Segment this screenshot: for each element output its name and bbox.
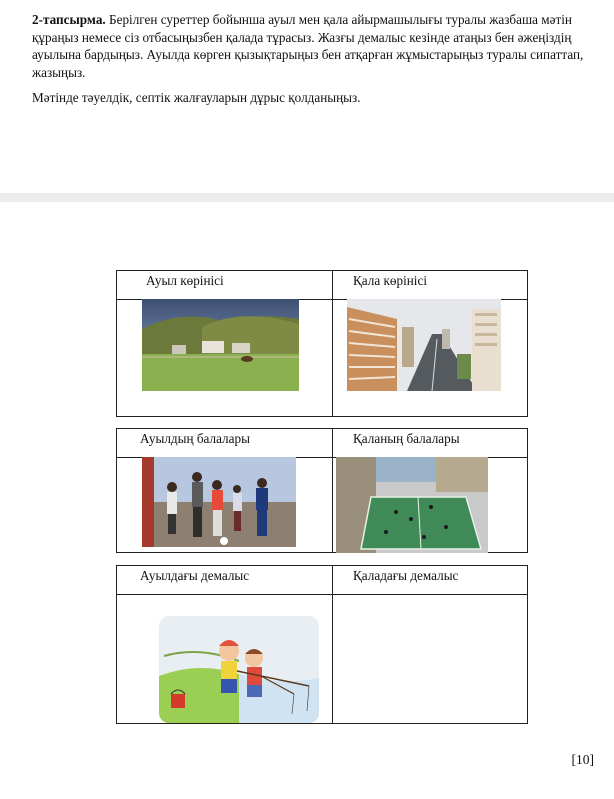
task-text — [32, 11, 598, 107]
task-body: Берілген суреттер бойынша ауыл мен қала айырмашылығы туралы жазбаша мәтін құраңыз немесе сіз отбасыңызбен қалада тұрасыз. Жазғы демалыс кезінде атаңыз бен әжеңіздің ауылына бардыңыз. Ауылда көрген қызықтарыңыз бен атқарған жұмыстарыңыз туралы сипаттап, жазыңыз. — [32, 12, 584, 80]
page-divider — [0, 193, 614, 202]
city-view-header: Қала көрінісі — [353, 273, 427, 288]
task-number: 2-тапсырма. — [32, 12, 106, 27]
village-leisure-header: Ауылдағы демалыс — [140, 568, 250, 583]
village-landscape-photo — [142, 299, 299, 391]
children-fishing-drawing — [159, 616, 319, 723]
village-view-header: Ауыл көрінісі — [146, 273, 224, 288]
city-leisure-header: Қаладағы демалыс — [353, 568, 459, 583]
city-children-sports-field-photo — [336, 457, 488, 553]
village-children-header: Ауылдың балалары — [140, 431, 250, 446]
task-note: Мәтінде тәуелдік, септік жалғауларын дұрыс қолданыңыз. — [32, 90, 361, 105]
city-children-header: Қаланың балалары — [353, 431, 460, 446]
city-street-photo — [347, 299, 501, 391]
score-label: [10] — [571, 752, 594, 767]
village-children-football-photo — [142, 457, 296, 547]
